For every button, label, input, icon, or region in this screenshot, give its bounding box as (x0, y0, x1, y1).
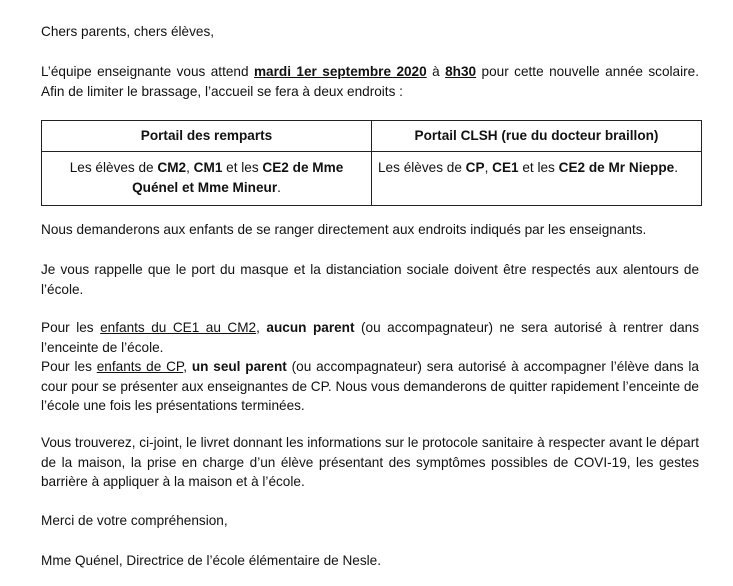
table-header-remparts: Portail des remparts (42, 121, 372, 152)
table-header-row (42, 121, 702, 152)
cp-paragraph (41, 357, 699, 416)
start-time: 8h30 (445, 64, 477, 79)
parents-rules (41, 318, 699, 416)
entrance-table (41, 120, 702, 206)
class-cp: CP (465, 160, 485, 175)
intro-text: L’équipe enseignante vous attend (41, 64, 254, 79)
para-text: (ou accompagnateur) sera autorisé à accompagner l’élève dans la cour pour se présenter aux enseignantes de CP. Nous vous demanderons de quitter rapidement l’enceinte de l’école une fois les présentations terminées. (41, 359, 699, 413)
cell-text: , (484, 160, 493, 175)
queue-paragraph: Nous demanderons aux enfants de se ranger directement aux endroits indiqués par les enseignants. (41, 222, 647, 237)
table-row (42, 152, 702, 206)
cell-text: . (674, 160, 678, 175)
intro-text: pour cette nouvelle année scolaire. Afin de limiter le brassage, l’accueil se fera à deux endroits : (41, 64, 699, 99)
para-text: (ou accompagnateur) ne sera autorisé à rentrer dans l’enceinte de l’école. (41, 320, 700, 355)
cell-text: . (277, 179, 281, 195)
start-date: mardi 1er septembre 2020 (253, 64, 427, 79)
ce1-cm2-paragraph (41, 318, 699, 357)
cp-label: enfants de CP (96, 359, 184, 374)
para-text: Pour les (41, 320, 101, 335)
para-text: , (256, 320, 267, 335)
para-text: , (183, 359, 192, 374)
cell-text: Les élèves de (69, 160, 158, 175)
intro-text: à (426, 64, 446, 79)
signature-line: Mme Quénel, Directrice de l’école élémentaire de Nesle. (41, 553, 381, 568)
one-parent-label: un seul parent (191, 359, 287, 374)
class-cm2: CM2 (157, 160, 187, 175)
table-cell-clsh (372, 152, 702, 206)
mask-paragraph: Je vous rappelle que le port du masque et la distanciation sociale doivent être respectés aux alentours de l’école. (41, 262, 699, 297)
class-ce2-nieppe: CE2 de Mr Nieppe (558, 160, 675, 175)
class-ce2-quenel-mineur: CE2 de Mme Quénel et Mme Mineur (132, 160, 344, 195)
greeting: Chers parents, chers élèves, (41, 24, 215, 39)
table-header-clsh: Portail CLSH (rue du docteur braillon) (372, 121, 702, 152)
cell-text: , (186, 160, 194, 175)
cell-text: Les élèves de (378, 160, 466, 175)
class-cm1: CM1 (193, 160, 223, 175)
ce1-cm2-label: enfants du CE1 au CM2 (100, 320, 257, 335)
table-cell-remparts (42, 152, 372, 206)
cell-text: et les (518, 160, 559, 175)
intro-paragraph (41, 62, 699, 101)
class-ce1: CE1 (492, 160, 519, 175)
no-parent-label: aucun parent (266, 320, 355, 335)
cell-text: et les (222, 160, 263, 175)
para-text: Pour les (41, 359, 97, 374)
thanks-line: Merci de votre compréhension, (41, 513, 228, 528)
booklet-paragraph: Vous trouverez, ci-joint, le livret donnant les informations sur le protocole sanitaire à respecter avant le départ de la maison, la prise en charge d’un élève présentant des symptômes possibles de COVI-19, les gestes barrière à appliquer à la maison et à l’école. (41, 435, 699, 489)
